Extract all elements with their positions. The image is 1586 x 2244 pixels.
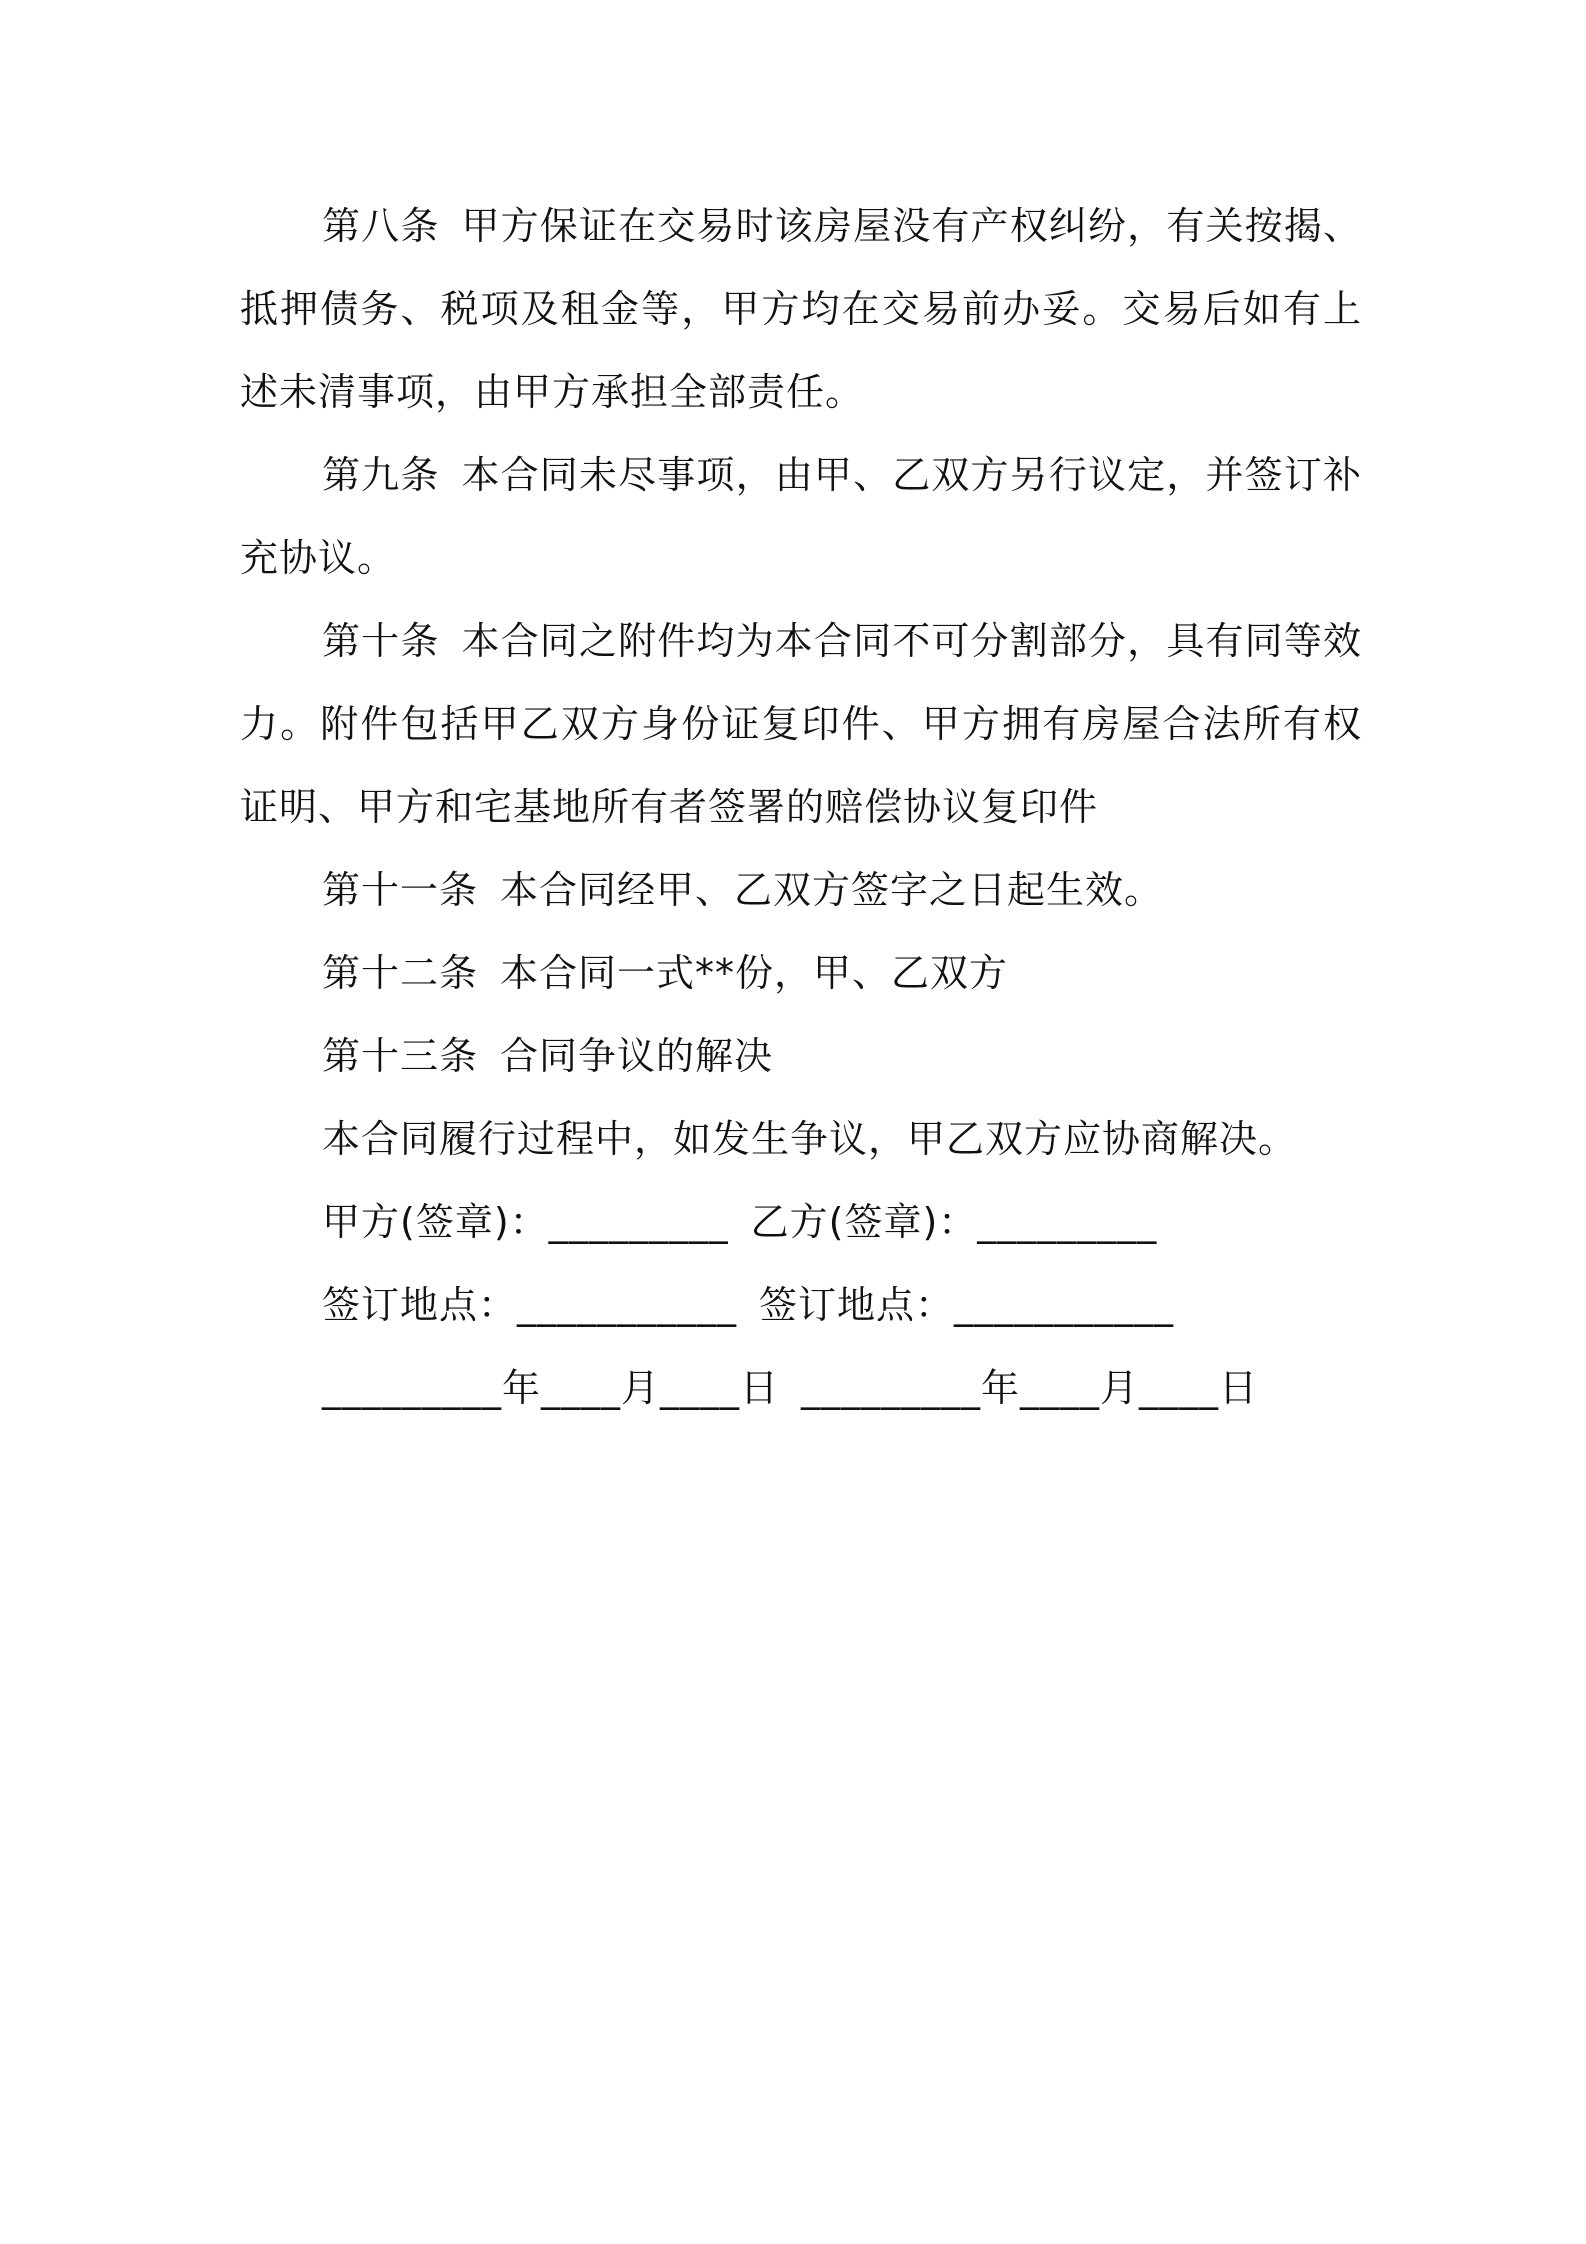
article-9 — [240, 434, 1362, 600]
article-number: 第十一条 — [322, 868, 479, 912]
article-number: 第八条 — [322, 204, 440, 248]
article-number: 第十三条 — [322, 1034, 479, 1078]
party-b-date-field: _________年____月____日 — [801, 1366, 1259, 1410]
party-a-place-field: 签订地点：___________ — [322, 1283, 738, 1327]
article-number: 第九条 — [322, 453, 440, 497]
party-b-signature-field: 乙方(签章)：_________ — [750, 1200, 1158, 1244]
article-10 — [240, 600, 1362, 849]
party-b-place-field: 签订地点：___________ — [759, 1283, 1175, 1327]
article-number: 第十二条 — [322, 951, 479, 995]
signing-place-row — [240, 1264, 1362, 1347]
signature-row — [240, 1181, 1362, 1264]
article-number: 第十条 — [322, 619, 440, 663]
article-12 — [240, 932, 1362, 1015]
party-a-signature-field: 甲方(签章)：_________ — [322, 1200, 729, 1244]
party-a-date-field: _________年____月____日 — [322, 1366, 780, 1410]
article-text: 本合同经甲、乙双方签字之日起生效。 — [500, 868, 1164, 912]
article-text: 本合同之附件均为本合同不可分割部分，具有同等效力。附件包括甲乙双方身份证复印件、甲方拥有房屋合法所有权证明、甲方和宅基地所有者签署的赔偿协议复印件 — [240, 619, 1362, 829]
article-8 — [240, 185, 1362, 434]
article-text: 本合同未尽事项，由甲、乙双方另行议定，并签订补充协议。 — [240, 453, 1362, 580]
article-text: 本合同一式**份，甲、乙双方 — [500, 951, 1009, 995]
article-13 — [240, 1015, 1362, 1098]
article-text: 甲方保证在交易时该房屋没有产权纠纷，有关按揭、抵押债务、税项及租金等，甲方均在交易前办妥。交易后如有上述未清事项，由甲方承担全部责任。 — [240, 204, 1362, 414]
contract-body — [240, 185, 1362, 1430]
article-11 — [240, 849, 1362, 932]
dispute-resolution-text: 本合同履行过程中，如发生争议，甲乙双方应协商解决。 — [322, 1117, 1298, 1161]
article-text: 合同争议的解决 — [500, 1034, 774, 1078]
signing-date-row — [240, 1347, 1362, 1430]
